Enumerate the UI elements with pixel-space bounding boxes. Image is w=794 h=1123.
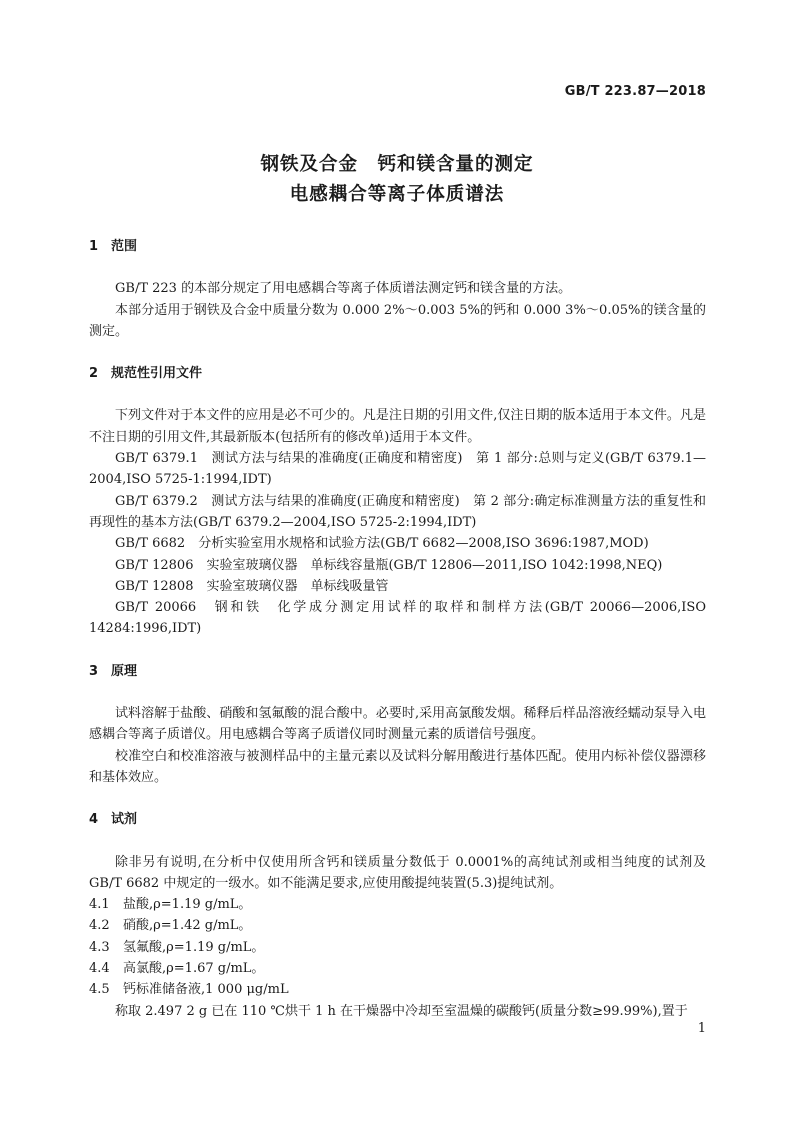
document-body (89, 236, 706, 1022)
reagent-item (89, 937, 706, 958)
item-text: 硝酸,ρ=1.42 g/mL。 (123, 918, 252, 934)
reagent-item (89, 915, 706, 936)
document-title-line1: 钢铁及合金 钙和镁含量的测定 (260, 154, 534, 175)
paragraph: 校准空白和校准溶液与被测样品中的主量元素以及试料分解用酸进行基体匹配。使用内标补偿仪器漂移和基体效应。 (89, 748, 706, 785)
item-text: 钙标准储备液,1 000 μg/mL (123, 982, 289, 998)
item-number: 4.4 (89, 961, 110, 977)
section-title: 原理 (111, 663, 138, 679)
reference-item: GB/T 12808 实验室玻璃仪器 单标线吸量管 (115, 578, 389, 594)
paragraph: 试料溶解于盐酸、硝酸和氢氟酸的混合酸中。必要时,采用高氯酸发烟。稀释后样品溶液经蠕动泵导入电感耦合等离子质谱仪。用电感耦合等离子质谱仪同时测量元素的质谱信号强度。 (89, 706, 706, 743)
reagent-item (89, 979, 706, 1000)
paragraph: 除非另有说明,在分析中仅使用所含钙和镁质量分数低于 0.0001%的高纯试剂或相当纯度的试剂及 GB/T 6682 中规定的一级水。如不能满足要求,应使用酸提纯装置(5.3)提纯试剂。 (89, 854, 706, 891)
page-number: 1 (697, 1021, 706, 1036)
reference-item: GB/T 12806 实验室玻璃仪器 单标线容量瓶(GB/T 12806—2011,ISO 1042:1998,NEQ) (115, 557, 663, 573)
item-number: 4.5 (89, 982, 110, 998)
paragraph: 称取 2.497 2 g 已在 110 ℃烘干 1 h 在干燥器中冷却至室温燥的碳酸钙(质量分数≥99.99%),置于 (115, 1003, 688, 1019)
item-text: 高氯酸,ρ=1.67 g/mL。 (123, 961, 265, 977)
item-number: 4.1 (89, 897, 110, 913)
item-number: 4.3 (89, 939, 110, 955)
paragraph: GB/T 223 的本部分规定了用电感耦合等离子体质谱法测定钙和镁含量的方法。 (115, 281, 572, 297)
document-title-line2: 电感耦合等离子体质谱法 (289, 184, 505, 205)
reagent-item (89, 958, 706, 979)
reagent-item (89, 894, 706, 915)
reference-item: GB/T 6379.2 测试方法与结果的准确度(正确度和精密度) 第 2 部分:确定标准测量方法的重复性和再现性的基本方法(GB/T 6379.2—2004,ISO 5725-2:1994,IDT) (89, 493, 706, 530)
section-heading-2: 2 规范性引用文件 (89, 366, 203, 382)
section-heading-3: 3 原理 (89, 663, 138, 679)
item-text: 氢氟酸,ρ=1.19 g/mL。 (123, 939, 265, 955)
section-title: 范围 (111, 239, 138, 254)
reference-item: GB/T 20066 钢和铁 化学成分测定用试样的取样和制样方法(GB/T 20066—2006,ISO 14284:1996,IDT) (89, 600, 706, 637)
paragraph: 本部分适用于钢铁及合金中质量分数为 0.000 2%～0.003 5%的钙和 0.000 3%～0.05%的镁含量的测定。 (89, 302, 706, 339)
section-heading-1: 1 范围 (89, 239, 138, 254)
reference-item: GB/T 6379.1 测试方法与结果的准确度(正确度和精密度) 第 1 部分:总则与定义(GB/T 6379.1—2004,ISO 5725-1:1994,IDT) (89, 451, 706, 488)
section-title: 规范性引用文件 (111, 366, 203, 382)
section-heading-4: 4 试剂 (89, 812, 138, 828)
item-number: 4.2 (89, 918, 110, 934)
reference-item: GB/T 6682 分析实验室用水规格和试验方法(GB/T 6682—2008,ISO 3696:1987,MOD) (115, 536, 649, 552)
item-text: 盐酸,ρ=1.19 g/mL。 (123, 897, 252, 913)
standard-code: GB/T 223.87—2018 (564, 84, 706, 99)
section-title: 试剂 (111, 812, 138, 828)
paragraph: 下列文件对于本文件的应用是必不可少的。凡是注日期的引用文件,仅注日期的版本适用于本文件。凡是不注日期的引用文件,其最新版本(包括所有的修改单)适用于本文件。 (89, 408, 706, 445)
